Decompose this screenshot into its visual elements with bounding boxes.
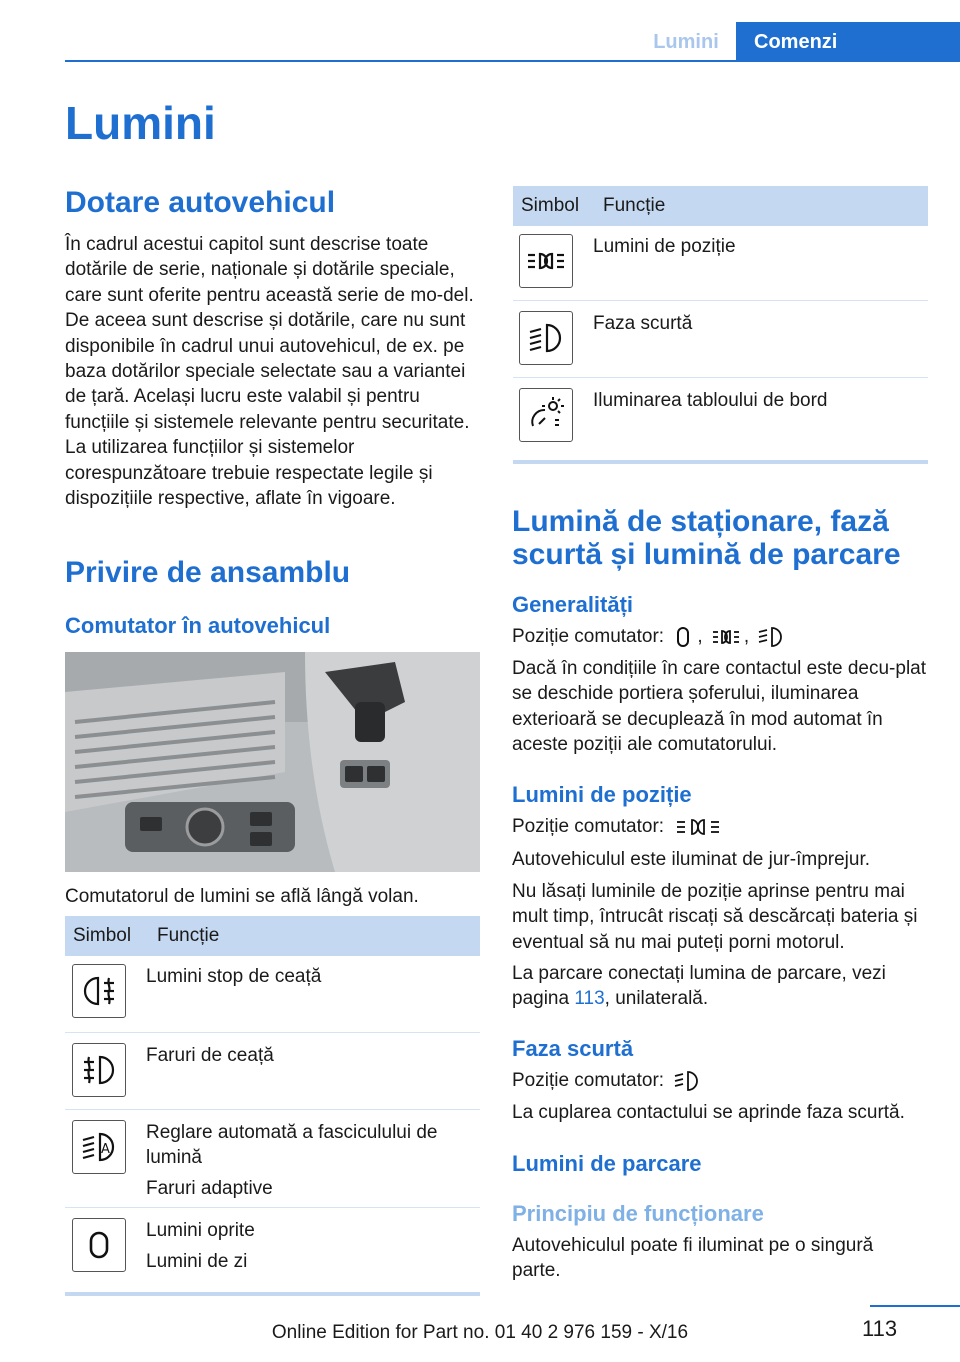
header-symbol: Simbol xyxy=(521,195,580,216)
row-label: Lumini stop de ceață xyxy=(146,966,322,987)
table-bottom-rule xyxy=(513,460,928,464)
tab-lumini[interactable]: Lumini xyxy=(653,31,719,53)
low-beam-icon xyxy=(758,626,786,648)
section-title-lights: Lumină de staționare, fază scurtă și lumină de parcare xyxy=(512,505,901,571)
table-row xyxy=(513,301,928,378)
front-fog-light-icon xyxy=(72,1043,126,1097)
tab-comenzi[interactable]: Comenzi xyxy=(736,22,960,62)
section-title-equipment: Dotare autovehicul xyxy=(65,186,336,219)
position-text-3a: La parcare conectați lumina de parcare, vezi pagina xyxy=(512,963,886,1010)
principle-paragraph: Autovehiculul poate fi iluminat pe o singură parte. xyxy=(512,1235,874,1282)
svg-text:A: A xyxy=(101,1142,110,1157)
row-label: Reglare automată a fasciculului de lumină xyxy=(146,1122,438,1168)
table-row xyxy=(65,956,480,1033)
parking-lights-icon xyxy=(519,234,573,288)
low-beam-icon xyxy=(673,1070,703,1092)
page-number: 113 xyxy=(862,1316,898,1341)
switch-label: Poziție comutator: xyxy=(512,626,665,647)
row-label-2: Faruri adaptive xyxy=(146,1178,273,1199)
general-paragraph: Dacă în condițiile în care contactul este decu‐plat se deschide portiera șoferului, iluminarea exterioară se decuplează în mod automat în aceste poziții ale comutatorului. xyxy=(512,658,927,756)
header-function: Funcție xyxy=(603,195,666,216)
subsection-general: Generalități xyxy=(512,592,634,617)
row-label: Lumini oprite xyxy=(146,1220,255,1241)
left-symbol-table xyxy=(65,916,480,1296)
photo-caption: Comutatorul de lumini se află lângă volan. xyxy=(65,886,419,907)
position-paragraph-1: Autovehiculul este iluminat de jur-împrejur. xyxy=(512,849,871,870)
footer-divider xyxy=(870,1305,960,1307)
lowbeam-paragraph: La cuplarea contactului se aprinde faza scurtă. xyxy=(512,1102,905,1123)
auto-headlight-icon xyxy=(72,1120,126,1174)
table-row xyxy=(513,226,928,301)
section-title-overview: Privire de ansamblu xyxy=(65,556,351,589)
row-label: Faza scurtă xyxy=(593,313,693,334)
right-symbol-table xyxy=(513,186,928,464)
row-label: Faruri de ceață xyxy=(146,1045,274,1066)
lights-off-icon xyxy=(72,1218,126,1272)
subsection-switch: Comutator în autovehicul xyxy=(65,613,331,638)
table-row xyxy=(65,1208,480,1284)
light-switch-photo xyxy=(65,652,480,872)
table-header xyxy=(513,186,928,226)
lights-off-icon xyxy=(673,626,693,648)
table-header xyxy=(65,916,480,956)
position-paragraph-2: Nu lăsați luminile de poziție aprinse pentru mai mult timp, întrucât riscați să descărcați bateria și eventual să nu mai puteți porni motorul. xyxy=(512,881,918,953)
page-link-113[interactable]: 113 xyxy=(574,988,605,1010)
header-symbol: Simbol xyxy=(73,925,132,946)
subsection-principle: Principiu de funcționare xyxy=(512,1201,764,1226)
row-label: Iluminarea tabloului de bord xyxy=(593,390,828,411)
subsection-low-beam: Faza scurtă xyxy=(512,1036,634,1061)
table-row xyxy=(65,1110,480,1208)
switch-label: Poziție comutator: xyxy=(512,816,665,837)
table-row xyxy=(513,378,928,454)
switch-label: Poziție comutator: xyxy=(512,1070,665,1091)
instrument-lighting-icon xyxy=(519,388,573,442)
subsection-position-lights: Lumini de poziție xyxy=(512,782,692,807)
comma-sep: , xyxy=(697,626,708,647)
page-title: Lumini xyxy=(65,97,216,149)
header-function: Funcție xyxy=(157,925,220,946)
row-label: Lumini de poziție xyxy=(593,236,736,257)
parking-lights-icon xyxy=(673,816,723,838)
comma-sep: , xyxy=(743,626,755,647)
position-text-3b: , unilaterală. xyxy=(604,988,709,1010)
header-divider xyxy=(65,60,960,62)
row-text xyxy=(126,1218,255,1274)
position-paragraph-3 xyxy=(512,961,932,1012)
footer-edition: Online Edition for Part no. 01 40 2 976 159 - X/16 xyxy=(271,1322,689,1343)
row-text xyxy=(126,1120,456,1197)
rear-fog-light-icon xyxy=(72,964,126,1018)
subsection-parking-lights: Lumini de parcare xyxy=(512,1151,702,1176)
table-row xyxy=(65,1033,480,1110)
table-bottom-rule xyxy=(65,1292,480,1296)
low-beam-icon xyxy=(519,311,573,365)
general-switch-line xyxy=(512,624,790,649)
position-switch-line xyxy=(512,814,727,839)
row-label-2: Lumini de zi xyxy=(146,1251,248,1272)
equipment-paragraph: În cadrul acestui capitol sunt descrise toate dotările de serie, naționale și dotările speciale, care sunt oferite pentru această serie de mo‐del. De aceea sunt descrise și dotările, care nu sunt disponibile în cadrul unui autovehicul, de ex. pe baza dotărilor speciale selectate sau a variantei de țară. Același lucru este valabil și pentru funcțiile și sistemele relevante pentru securitate. La utilizarea funcțiilor și sistemelor corespunzătoare trebuie respectate legile și dispozițiile respective, aflate în vigoare. xyxy=(65,234,474,510)
parking-lights-icon xyxy=(712,626,740,648)
lowbeam-switch-line xyxy=(512,1068,707,1093)
